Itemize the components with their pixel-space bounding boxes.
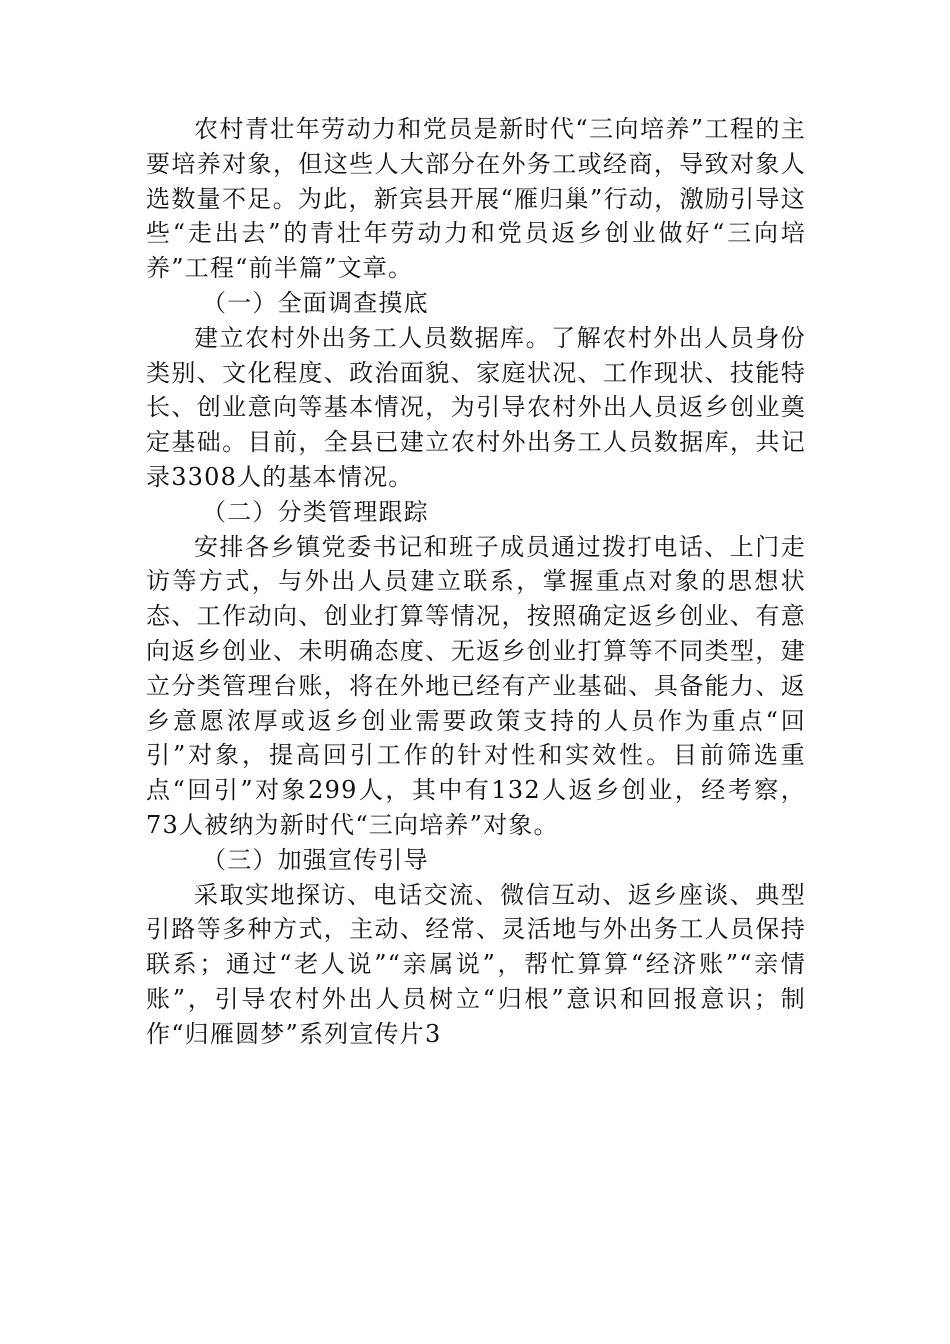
paragraph-intro: 农村青壮年劳动力和党员是新时代“三向培养”工程的主要培养对象，但这些人大部分在外务工或经商，导致对象人选数量不足。为此，新宾县开展“雁归巢”行动，激励引导这些“走出去”的青壮年劳动力和党员返乡创业做好“三向培养”工程“前半篇”文章。 bbox=[146, 115, 806, 283]
section-heading-3: （三）加强宣传引导 bbox=[202, 845, 429, 874]
paragraph-publicity: 采取实地探访、电话交流、微信互动、返乡座谈、典型引路等多种方式，主动、经常、灵活地与外出务工人员保持联系；通过“老人说”“亲属说”，帮忙算算“经济账”“亲情账”，引导农村外出人员树立“归根”意识和回报意识；制作“归雁圆梦”系列宣传片3 bbox=[146, 880, 806, 1048]
section-heading-1: （一）全面调查摸底 bbox=[202, 288, 429, 317]
document-body bbox=[146, 112, 806, 1052]
paragraph-management: 安排各乡镇党委书记和班子成员通过拨打电话、上门走访等方式，与外出人员建立联系，掌握重点对象的思想状态、工作动向、创业打算等情况，按照确定返乡创业、有意向返乡创业、未明确态度、无返乡创业打算等不同类型，建立分类管理台账，将在外地已经有产业基础、具备能力、返乡意愿浓厚或返乡创业需要政策支持的人员作为重点“回引”对象，提高回引工作的针对性和实效性。目前筛选重点“回引”对象299人，其中有132人返乡创业，经考察，73人被纳为新时代“三向培养”对象。 bbox=[146, 532, 806, 839]
paragraph-survey: 建立农村外出务工人员数据库。了解农村外出人员身份类别、文化程度、政治面貌、家庭状况、工作现状、技能特长、创业意向等基本情况，为引导农村外出人员返乡创业奠定基础。目前，全县已建立农村外出务工人员数据库，共记录3308人的基本情况。 bbox=[146, 323, 806, 491]
section-heading-2: （二）分类管理跟踪 bbox=[202, 497, 429, 526]
